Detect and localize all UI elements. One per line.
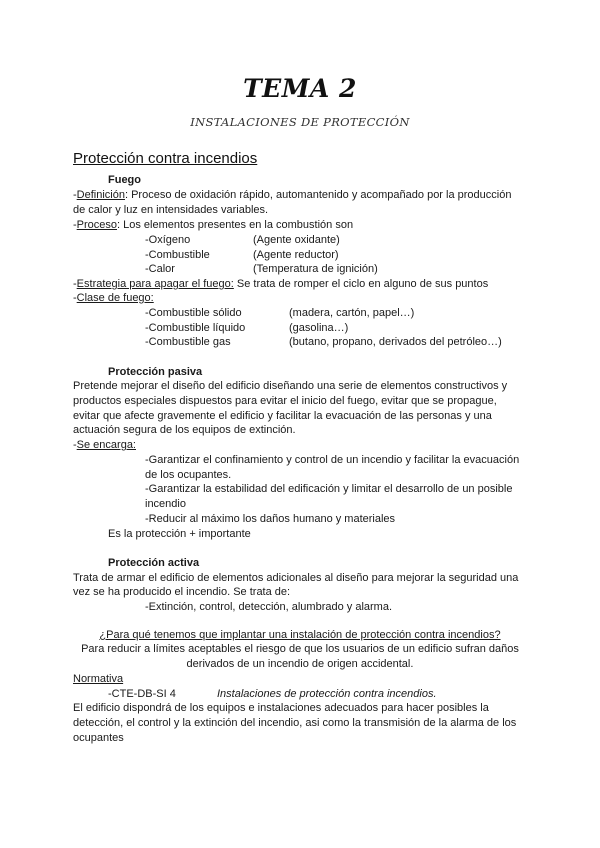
- pasiva-item: -Garantizar el confinamiento y control de un incendio y facilitar la evacuación: [145, 454, 520, 466]
- pasiva-paragraph-line: productos especiales dispuestos para evitar el inicio del fuego, evitar que se propague,: [73, 395, 497, 407]
- activa-paragraph-line: vez se ha producido el incendio. Se trata de:: [73, 586, 291, 598]
- answer-line: derivados de un incendio de origen accidental.: [186, 658, 414, 670]
- pasiva-paragraph-line: evitar que afecte gravemente el edificio y facilitar la evacuación de las personas y una: [73, 410, 492, 422]
- activa-paragraph-line: Trata de armar el edificio de elementos adicionales al diseño para mejorar la seguridad una: [73, 572, 519, 584]
- activa-item: -Extinción, control, detección, alumbrado y alarma.: [145, 601, 393, 613]
- elemento-desc: (Temperatura de ignición): [253, 263, 378, 275]
- document-title: TEMA 2: [243, 74, 357, 103]
- pasiva-note: Es la protección + importante: [108, 528, 251, 540]
- definicion-line-1: -Definición: Proceso de oxidación rápido, automantenido y acompañado por la producción: [73, 189, 512, 201]
- definicion-line-2: de calor y luz en intensidades variables.: [73, 204, 269, 216]
- clase-name: -Combustible sólido: [145, 307, 242, 319]
- normativa-label: Normativa: [73, 673, 124, 685]
- clase-name: -Combustible gas: [145, 336, 231, 348]
- estrategia-line: -Estrategia para apagar el fuego: Se trata de romper el ciclo en alguno de sus puntos: [73, 278, 489, 290]
- proceso-line: -Proceso: Los elementos presentes en la combustión son: [73, 219, 354, 231]
- pasiva-item: -Garantizar la estabilidad del edificación y limitar el desarrollo de un posible: [145, 483, 513, 495]
- clase-name: -Combustible líquido: [145, 322, 246, 334]
- estrategia-label: Estrategia para apagar el fuego:: [76, 278, 234, 290]
- definicion-text: : Proceso de oxidación rápido, automantenido y acompañado por la producción: [124, 189, 512, 201]
- activa-heading: Protección activa: [108, 557, 200, 569]
- clase-desc: (gasolina…): [289, 322, 349, 334]
- elemento-desc: (Agente oxidante): [253, 234, 340, 246]
- normativa-paragraph-line: detección, el control y la extinción del incendio, asi como la transmisión de la alarma de los: [73, 717, 517, 729]
- answer-line: Para reducir a límites aceptables el riesgo de que los usuarios de un edificio sufran daños: [81, 643, 519, 655]
- proceso-label: Proceso: [76, 219, 118, 231]
- clase-label: Clase de fuego:: [76, 292, 154, 304]
- clase-line: -Clase de fuego:: [73, 292, 154, 304]
- encarga-label: Se encarga:: [76, 439, 136, 451]
- fuego-heading: Fuego: [108, 174, 141, 186]
- normativa-paragraph-line: ocupantes: [73, 732, 124, 744]
- proceso-text: : Los elementos presentes en la combustión son: [117, 219, 354, 231]
- pasiva-heading: Protección pasiva: [108, 366, 203, 378]
- elemento-name: -Combustible: [145, 249, 210, 261]
- encarga-line: -Se encarga:: [73, 439, 136, 451]
- elemento-desc: (Agente reductor): [253, 249, 339, 261]
- clase-desc: (madera, cartón, papel…): [289, 307, 415, 319]
- normativa-code-title: Instalaciones de protección contra incendios.: [217, 688, 437, 700]
- pasiva-paragraph-line: Pretende mejorar el diseño del edificio diseñando una serie de elementos constructivos y: [73, 380, 508, 392]
- definicion-label: Definición: [76, 189, 125, 201]
- normativa-code: -CTE-DB-SI 4: [108, 688, 176, 700]
- clase-desc: (butano, propano, derivados del petróleo…): [289, 336, 502, 348]
- normativa-paragraph-line: El edificio dispondrá de los equipos e instalaciones adecuados para hacer posibles la: [73, 702, 489, 714]
- pasiva-paragraph-line: actuación segura de los equipos de extinción.: [73, 424, 296, 436]
- pasiva-item: incendio: [145, 498, 186, 510]
- elemento-name: -Oxígeno: [145, 234, 191, 246]
- pasiva-item: -Reducir al máximo los daños humano y materiales: [145, 513, 396, 525]
- document-subtitle: INSTALACIONES DE PROTECCIÓN: [190, 115, 410, 129]
- elemento-name: -Calor: [145, 263, 175, 275]
- section-heading: Protección contra incendios: [73, 150, 258, 167]
- pasiva-item: de los ocupantes.: [145, 469, 232, 481]
- question-heading: ¿Para qué tenemos que implantar una instalación de protección contra incendios?: [99, 629, 501, 641]
- estrategia-text: Se trata de romper el ciclo en alguno de sus puntos: [233, 278, 489, 290]
